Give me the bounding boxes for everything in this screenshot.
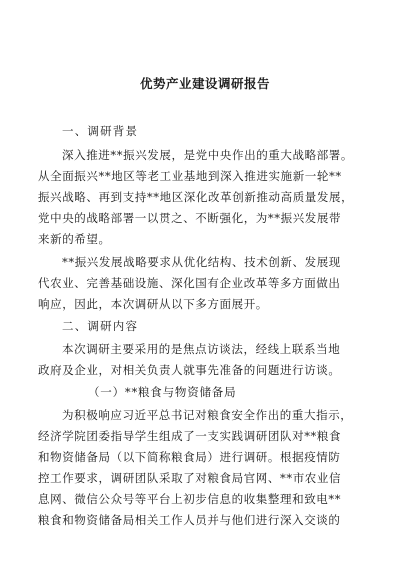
paragraph-line: **振兴发展战略要求从优化结构、技术创新、发展现 xyxy=(62,255,341,269)
paragraph-line: 为积极响应习近平总书记对粮食安全作出的重大指示， xyxy=(62,408,353,422)
paragraph-line: 代农业、完善基础设施、深化国有企业改革等多方面做出 xyxy=(38,276,341,290)
section-heading-background: 一、调研背景 xyxy=(62,124,139,138)
paragraph-line: 控工作要求，调研团队采取了对粮食局官网、**市农业信 xyxy=(38,471,342,485)
paragraph-line: 从全面振兴**地区等老工业基地到深入推进实施新一轮** xyxy=(38,169,342,183)
paragraph-line: 经济学院团委指导学生组成了一支实践调研团队对**粮食 xyxy=(38,429,342,443)
paragraph-line: 振兴战略、再到支持**地区深化改革创新推动高质量发展， xyxy=(38,190,354,204)
paragraph-line: 党中央的战略部署一以贯之、不断强化，为**振兴发展带 xyxy=(38,211,342,225)
paragraph-line: 息网、微信公众号等平台上初步信息的收集整理和致电** xyxy=(38,492,342,506)
paragraph-line: 粮食和物资储备局相关工作人员并与他们进行深入交谈的 xyxy=(38,513,341,527)
paragraph-line: 深入推进**振兴发展，是党中央作出的重大战略部署。 xyxy=(62,148,353,162)
section-heading-content: 二、调研内容 xyxy=(62,319,139,333)
paragraph-line: 和物资储备局（以下简称粮食局）进行调研。根据疫情防 xyxy=(38,450,341,464)
paragraph-line: 响应，因此，本次调研从以下多方面展开。 xyxy=(38,297,268,311)
subsection-heading-grain-bureau: （一）**粮食与物资储备局 xyxy=(88,385,237,399)
paragraph-line: 本次调研主要采用的是焦点访谈法，经线上联系当地 xyxy=(62,342,341,356)
paragraph-line: 来新的希望。 xyxy=(38,232,111,246)
document-title: 优势产业建设调研报告 xyxy=(139,76,270,91)
paragraph-line: 政府及企业，对相关负责人就事先准备的问题进行访谈。 xyxy=(38,363,341,377)
